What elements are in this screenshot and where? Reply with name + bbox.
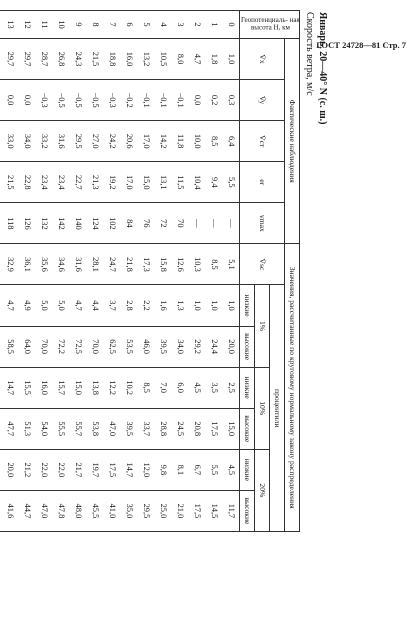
value-cell: 20,8 [188,408,205,449]
value-cell: 1,0 [205,285,222,326]
value-cell: 53,5 [120,326,137,367]
value-cell [0,244,1,285]
value-cell: 11,7 [222,490,240,531]
value-cell: 41,6 [1,490,18,531]
value-cell: 18,8 [103,39,120,80]
value-cell: 21,8 [120,244,137,285]
value-cell: 33,7 [137,408,154,449]
value-cell: 36,1 [18,244,35,285]
value-cell: 8,5 [205,244,222,285]
value-cell: 13,8 [86,367,103,408]
value-cell: 12,0 [137,449,154,490]
percentile-20: 20% [255,449,270,531]
value-cell: 47,0 [35,490,52,531]
table-row [171,11,188,532]
value-cell: 22,0 [52,449,69,490]
value-cell: 70,0 [35,326,52,367]
value-cell: 4,9 [18,285,35,326]
page-header: ГОСТ 24728—81 Стр. 7 [316,40,406,50]
value-cell: 35,6 [35,244,52,285]
value-cell: 45,5 [86,490,103,531]
value-cell: 31,6 [52,121,69,162]
value-cell: 4,4 [86,285,103,326]
table-row [86,11,103,532]
value-cell: 14,2 [154,121,171,162]
value-cell: 0,3 [222,80,240,121]
p10-high: высокие [240,408,255,449]
table-row [0,11,1,532]
column-vy: V̄y [240,80,285,121]
value-cell: 41,0 [103,490,120,531]
value-cell: 24,4 [205,326,222,367]
value-cell: 33,2 [35,121,52,162]
value-cell: 5,5 [222,162,240,203]
value-cell: 1,0 [222,285,240,326]
table-row [35,11,52,532]
value-cell: 34,0 [18,121,35,162]
value-cell: 124 [86,203,103,244]
table-row [1,11,18,532]
value-cell: 29,5 [137,490,154,531]
value-cell: 2,2 [137,285,154,326]
height-cell: 7 [103,11,120,39]
value-cell: 5,0 [52,285,69,326]
value-cell: 4,5 [222,449,240,490]
value-cell [0,39,1,80]
value-cell: 72 [154,203,171,244]
value-cell: 13,2 [137,39,154,80]
value-cell: 132 [35,203,52,244]
value-cell: 19,2 [103,162,120,203]
value-cell: 0,2 [205,80,222,121]
value-cell [0,449,1,490]
table-row [69,11,86,532]
percentile-1: 1% [255,285,270,367]
value-cell [0,367,1,408]
value-cell: 15,8 [154,244,171,285]
value-cell: 4,7 [1,285,18,326]
column-vsc: V̄sc [240,244,285,285]
table-row [103,11,120,532]
table-row [205,11,222,532]
value-cell: 1,8 [205,39,222,80]
value-cell: 34,6 [52,244,69,285]
value-cell: 1,0 [188,285,205,326]
height-cell: 0 [222,11,240,39]
value-cell: 3,5 [205,367,222,408]
value-cell: 29,7 [1,39,18,80]
height-cell: 11 [35,11,52,39]
value-cell: −0,3 [103,80,120,121]
p1-low: низкие [240,285,255,326]
value-cell: 10,3 [188,244,205,285]
value-cell: 72,2 [52,326,69,367]
value-cell: 17,5 [188,490,205,531]
value-cell [0,203,1,244]
column-group-calculated: Значения, рассчитанные по круговому нормальному закону распределения [285,244,300,532]
value-cell: 84 [120,203,137,244]
table-row [188,11,205,532]
value-cell: 1,6 [154,285,171,326]
value-cell: 47,0 [103,408,120,449]
value-cell: 39,5 [154,326,171,367]
value-cell: 15,0 [222,408,240,449]
value-cell: 3,7 [103,285,120,326]
value-cell: 21,5 [1,162,18,203]
column-vx: V̄x [240,39,285,80]
value-cell: 24,7 [103,244,120,285]
value-cell: 39,5 [120,408,137,449]
height-cell: 10 [52,11,69,39]
value-cell: 20,0 [1,449,18,490]
value-cell: 28,8 [154,408,171,449]
value-cell: 5,1 [222,244,240,285]
value-cell: 34,0 [171,326,188,367]
value-cell [0,490,1,531]
value-cell: — [222,203,240,244]
column-vst: V̄ст [240,121,285,162]
value-cell [0,285,1,326]
table-body [0,11,240,532]
value-cell: 17,0 [120,162,137,203]
table-row [222,11,240,532]
height-cell: 13 [1,11,18,39]
value-cell: 55,7 [69,408,86,449]
value-cell: 24,5 [171,408,188,449]
value-cell: 31,6 [69,244,86,285]
height-cell: 9 [69,11,86,39]
table-row [120,11,137,532]
value-cell: 17,3 [137,244,154,285]
value-cell: 27,0 [86,121,103,162]
value-cell: 17,5 [103,449,120,490]
value-cell: 58,5 [1,326,18,367]
value-cell: 118 [1,203,18,244]
value-cell: 10,2 [120,367,137,408]
value-cell: — [205,203,222,244]
column-er: er [240,162,285,203]
height-cell: 3 [171,11,188,39]
value-cell [0,162,1,203]
table-row [52,11,69,532]
value-cell: 126 [18,203,35,244]
value-cell: 51,3 [18,408,35,449]
table-title: Январь, 20—40° N (с. ш.) [317,12,328,125]
value-cell: 1,3 [171,285,188,326]
value-cell: 8,5 [137,367,154,408]
value-cell: 102 [103,203,120,244]
table-row [18,11,35,532]
value-cell: 29,5 [69,121,86,162]
value-cell [0,326,1,367]
value-cell: 15,7 [52,367,69,408]
value-cell: 10,5 [154,39,171,80]
value-cell: 14,5 [205,490,222,531]
column-height: Геопотенциаль- ная высота H, км [240,11,300,39]
height-cell: 1 [205,11,222,39]
value-cell: −0,5 [52,80,69,121]
value-cell: 22,0 [35,449,52,490]
value-cell: 142 [52,203,69,244]
value-cell: 0,0 [1,80,18,121]
value-cell: 4,5 [188,367,205,408]
value-cell: 10,4 [188,162,205,203]
value-cell: 28,1 [86,244,103,285]
p20-low: низкие [240,449,255,490]
value-cell: −0,5 [69,80,86,121]
value-cell: 140 [69,203,86,244]
value-cell: 24,3 [69,39,86,80]
value-cell: 47,8 [52,490,69,531]
column-vmax: vmax [240,203,285,244]
value-cell: 70 [171,203,188,244]
value-cell: −0,1 [154,80,171,121]
column-group-percentile: процентили [270,285,285,532]
value-cell: 1,0 [222,39,240,80]
value-cell [0,80,1,121]
value-cell: 23,4 [52,162,69,203]
value-cell: 15,5 [18,367,35,408]
value-cell: 21,3 [86,162,103,203]
value-cell: 12,2 [103,367,120,408]
value-cell: 0,0 [18,80,35,121]
value-cell: 25,0 [154,490,171,531]
table-subtitle: Скорость ветра, м/с [304,12,315,96]
value-cell: −0,2 [120,80,137,121]
table-row [137,11,154,532]
height-cell: 4 [154,11,171,39]
value-cell: 54,0 [35,408,52,449]
value-cell: 9,8 [154,449,171,490]
value-cell: 2,8 [120,285,137,326]
value-cell: 13,1 [154,162,171,203]
value-cell: 21,2 [18,449,35,490]
value-cell: 11,8 [171,121,188,162]
value-cell: 21,5 [86,39,103,80]
value-cell: 7,0 [154,367,171,408]
value-cell: 12,6 [171,244,188,285]
value-cell: −0,5 [86,80,103,121]
value-cell: −0,1 [171,80,188,121]
value-cell: 47,7 [1,408,18,449]
value-cell: 53,8 [86,408,103,449]
value-cell: 23,4 [35,162,52,203]
value-cell: 8,0 [171,39,188,80]
value-cell: 0,0 [188,80,205,121]
value-cell: 15,0 [137,162,154,203]
height-cell: 5 [137,11,154,39]
value-cell: 21,7 [69,449,86,490]
value-cell: 22,8 [18,162,35,203]
value-cell: 9,4 [205,162,222,203]
value-cell: — [188,203,205,244]
value-cell: 29,7 [18,39,35,80]
value-cell: 20,6 [120,121,137,162]
value-cell: 16,0 [120,39,137,80]
value-cell: 15,0 [69,367,86,408]
value-cell: 16,0 [35,367,52,408]
height-cell: 12 [18,11,35,39]
value-cell: 8,1 [171,449,188,490]
percentile-10: 10% [255,367,270,449]
value-cell [0,121,1,162]
value-cell: 6,4 [222,121,240,162]
value-cell: 46,0 [137,326,154,367]
value-cell: 8,5 [205,121,222,162]
value-cell: 14,7 [1,367,18,408]
value-cell: 17,5 [205,408,222,449]
height-cell: 2 [188,11,205,39]
value-cell: 64,0 [18,326,35,367]
value-cell: 6,7 [188,449,205,490]
value-cell: 72,5 [69,326,86,367]
value-cell: 14,7 [120,449,137,490]
value-cell: 55,5 [52,408,69,449]
value-cell: −0,1 [137,80,154,121]
value-cell: 2,5 [222,367,240,408]
value-cell: 44,7 [18,490,35,531]
value-cell: 24,2 [103,121,120,162]
value-cell: 17,0 [137,121,154,162]
value-cell: 10,0 [188,121,205,162]
value-cell: 35,0 [120,490,137,531]
value-cell: 62,5 [103,326,120,367]
value-cell [0,408,1,449]
table-row [154,11,171,532]
value-cell: 32,9 [1,244,18,285]
value-cell: 19,7 [86,449,103,490]
p20-high: высокие [240,490,255,531]
value-cell: 5,0 [35,285,52,326]
value-cell: 4,7 [69,285,86,326]
height-cell: 8 [86,11,103,39]
value-cell: 4,7 [188,39,205,80]
value-cell: 20,0 [222,326,240,367]
value-cell: 22,7 [69,162,86,203]
p1-high: высокие [240,326,255,367]
value-cell: 70,0 [86,326,103,367]
value-cell: 5,5 [205,449,222,490]
value-cell: 28,7 [35,39,52,80]
column-group-actual: Фактические наблюдения [285,39,300,244]
value-cell: 76 [137,203,154,244]
height-cell: 6 [120,11,137,39]
value-cell: 29,2 [188,326,205,367]
value-cell: 11,5 [171,162,188,203]
value-cell: 48,0 [69,490,86,531]
p10-low: низкие [240,367,255,408]
value-cell: −0,3 [35,80,52,121]
value-cell: 21,0 [171,490,188,531]
value-cell: 26,8 [52,39,69,80]
value-cell: 6,0 [171,367,188,408]
value-cell: 33,0 [1,121,18,162]
height-cell [0,11,1,39]
wind-speed-table [0,10,300,532]
